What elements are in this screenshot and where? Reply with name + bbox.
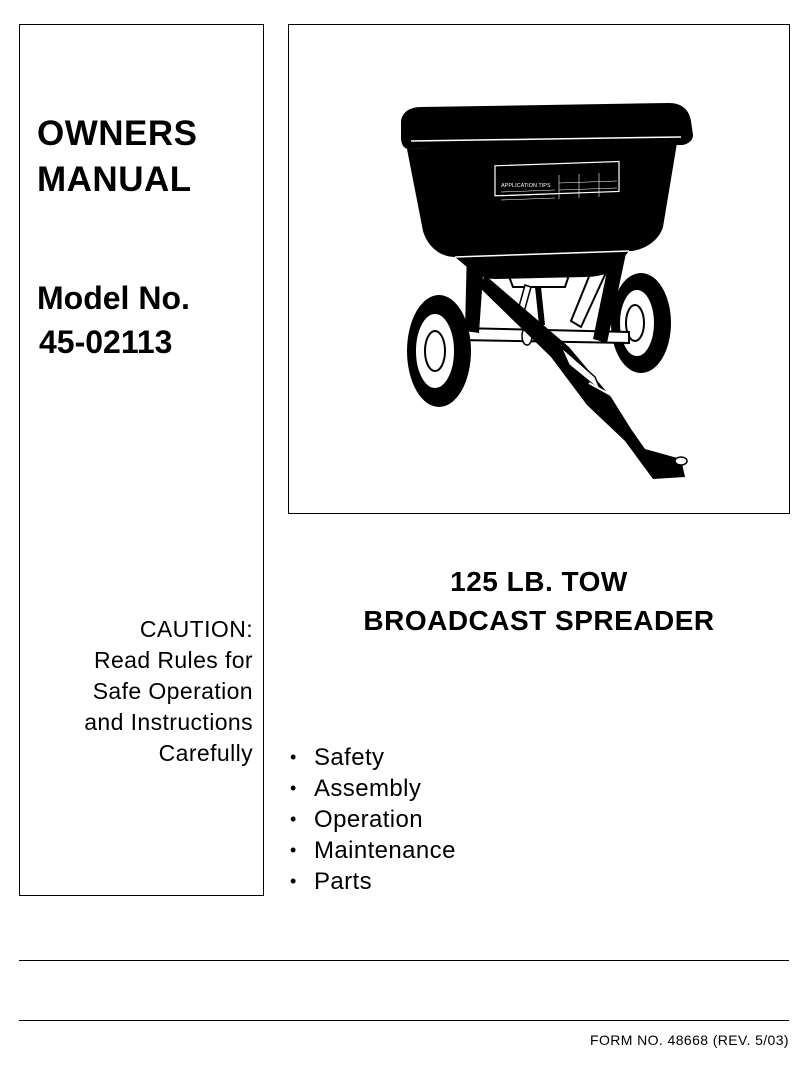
bullet-icon: •: [290, 871, 297, 891]
manual-title: [37, 111, 198, 203]
contents-item-assembly: Assembly: [314, 775, 422, 802]
form-number: FORM NO. 48668 (REV. 5/03): [590, 1032, 789, 1048]
list-item: [290, 742, 456, 773]
title-line-1: OWNERS: [37, 114, 198, 153]
list-item: [290, 866, 456, 897]
contents-item-safety: Safety: [314, 744, 385, 771]
decal-text: APPLICATION TIPS: [501, 183, 551, 189]
contents-list: [290, 742, 456, 897]
product-title-line-2: BROADCAST SPREADER: [363, 605, 715, 636]
product-illustration-frame: [288, 24, 790, 514]
model-block: [37, 276, 190, 364]
product-title-line-1: 125 LB. TOW: [450, 566, 628, 597]
product-title: [288, 562, 790, 640]
title-line-2: MANUAL: [37, 160, 192, 199]
contents-item-maintenance: Maintenance: [314, 837, 456, 864]
model-number: 45-02113: [39, 324, 173, 360]
caution-line-2: Read Rules for: [93, 647, 253, 673]
bullet-icon: •: [290, 840, 297, 860]
bullet-icon: •: [290, 778, 297, 798]
caution-notice: [30, 614, 253, 769]
caution-line-5: Carefully: [158, 740, 253, 766]
divider-bottom: [19, 1020, 789, 1021]
bullet-icon: •: [290, 809, 297, 829]
caution-line-4: and Instructions: [84, 709, 253, 735]
left-wheel: [407, 295, 471, 407]
divider-top: [19, 960, 789, 961]
model-label: Model No.: [37, 280, 190, 316]
contents-item-operation: Operation: [314, 806, 423, 833]
caution-line-3: Safe Operation: [92, 678, 253, 704]
list-item: [290, 835, 456, 866]
bullet-icon: •: [290, 747, 297, 767]
spreader-illustration: [289, 25, 791, 515]
contents-item-parts: Parts: [314, 868, 373, 895]
list-item: [290, 773, 456, 804]
right-wheel: [611, 273, 671, 373]
caution-line-1: CAUTION:: [139, 616, 253, 642]
list-item: [290, 804, 456, 835]
